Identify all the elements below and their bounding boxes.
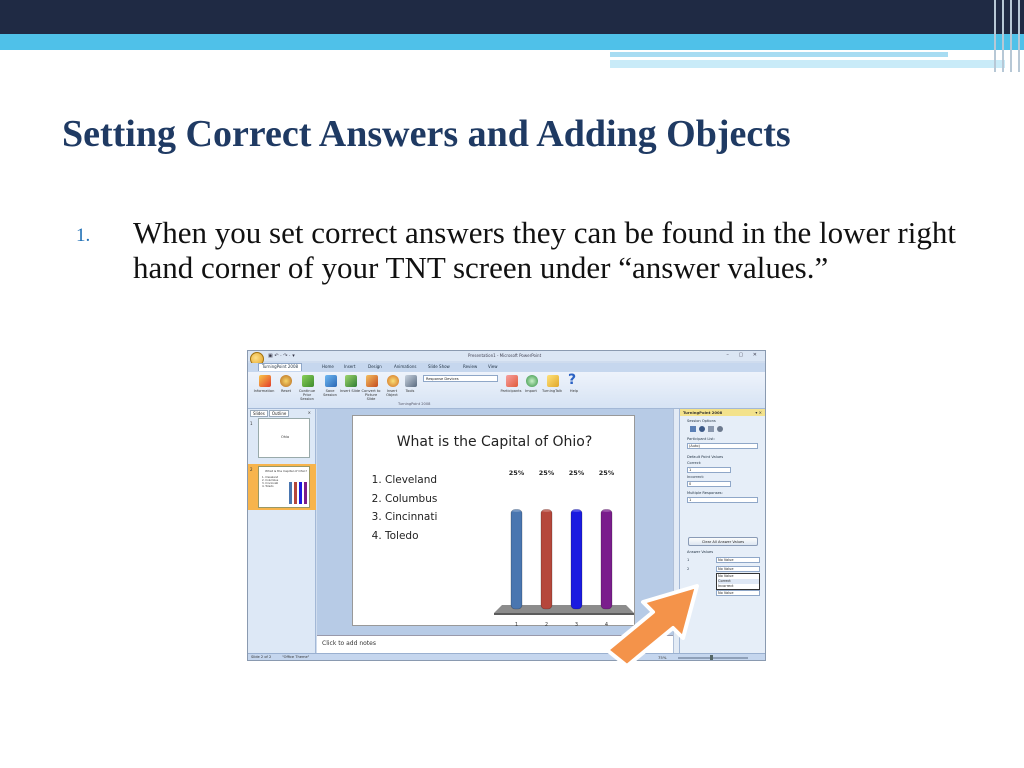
option-incorrect[interactable]: Incorrect — [718, 584, 734, 588]
notes-placeholder: Click to add notes — [322, 640, 376, 647]
bar-top — [511, 509, 522, 512]
task-pane-title: TurningPoint 2008 — [680, 409, 766, 416]
tab-turningpoint[interactable]: TurningPoint 2008 — [258, 363, 302, 371]
slide-title: Setting Correct Answers and Adding Objects — [62, 113, 791, 155]
data-label: 25% — [598, 469, 615, 477]
slides-panel-close-icon[interactable]: × — [307, 410, 311, 415]
data-label: 25% — [568, 469, 585, 477]
answer-value-dropdown[interactable]: No Value — [716, 557, 760, 563]
pie-icon[interactable] — [699, 426, 705, 432]
tab-home[interactable]: Home — [322, 364, 334, 369]
slide-thumbnail-1[interactable] — [258, 418, 310, 458]
participants-icon[interactable] — [506, 375, 518, 387]
correct-points-input[interactable]: 1 — [687, 467, 731, 473]
bullet-number: 1. — [76, 225, 91, 246]
reset-label: Reset — [280, 389, 292, 393]
tools-icon[interactable] — [405, 375, 417, 387]
tab-outline[interactable]: Outline — [269, 410, 289, 417]
continue-session-icon[interactable] — [302, 375, 314, 387]
response-device-select[interactable]: Response Devices — [423, 375, 498, 382]
response-bar-chart — [353, 416, 636, 627]
tab-slides[interactable]: Slides — [250, 410, 268, 417]
import-icon[interactable] — [526, 375, 538, 387]
slide-count: Slide 2 of 2 — [251, 655, 272, 659]
question-title: What is the Capital of Ohio? — [396, 434, 593, 450]
tab-design[interactable]: Design — [368, 364, 382, 369]
settings-icon[interactable] — [708, 426, 714, 432]
option-no-value[interactable]: No Value — [718, 574, 734, 578]
category-tick-label: 3 — [574, 622, 579, 627]
header-band-dark — [0, 0, 1024, 34]
thumbnail-bar — [294, 482, 297, 504]
header-band-light — [0, 34, 1024, 50]
bullet-text: When you set correct answers they can be found in the lower right hand corner of your TNT screen under “answer values.” — [133, 215, 956, 285]
category-tick-label: 2 — [544, 622, 549, 627]
bar-top — [571, 509, 582, 512]
convert-picture-icon[interactable] — [366, 375, 378, 387]
answer-value-dropdown[interactable]: No Value — [716, 590, 760, 596]
insert-object-label: Insert Object — [386, 389, 398, 397]
ribbon-tabs — [248, 363, 765, 372]
answer-item: 2. Columbus — [385, 490, 437, 509]
bar — [511, 509, 522, 609]
answer-value-dropdown[interactable]: No Value — [716, 566, 760, 572]
thumbnail-bar — [299, 482, 302, 504]
slides-panel-tabs — [250, 410, 290, 417]
help-label: Help — [569, 389, 579, 393]
turningtalk-icon[interactable] — [547, 375, 559, 387]
default-point-values-label: Default Point Values — [687, 455, 724, 459]
answer-row-number: 2 — [687, 567, 690, 571]
thumbnail-lines: 1. Cleveland 2. Columbus 3. Cincinnati 4. Toledo — [262, 476, 279, 488]
question-slide[interactable] — [352, 415, 635, 626]
tab-insert[interactable]: Insert — [344, 364, 356, 369]
insert-slide-icon[interactable] — [345, 375, 357, 387]
information-label: Information — [253, 389, 275, 393]
data-label: 25% — [508, 469, 525, 477]
header-edge-lines — [990, 0, 1024, 72]
answer-value-options — [716, 573, 760, 590]
chart-icon[interactable] — [690, 426, 696, 432]
thumbnail-text: Ohio — [281, 435, 290, 439]
participant-list-select[interactable]: (Auto) — [687, 443, 758, 449]
incorrect-points-input[interactable]: 0 — [687, 481, 731, 487]
participant-list-label: Participant List: — [687, 437, 715, 441]
bar — [571, 509, 582, 609]
answer-item: 4. Toledo — [385, 527, 437, 546]
correct-label: Correct: — [687, 461, 702, 465]
option-correct[interactable]: Correct — [718, 579, 759, 584]
answer-values-label: Answer Values — [687, 550, 714, 554]
quick-access-toolbar[interactable]: ▣ ↶ · ↷ · ▾ — [268, 353, 295, 359]
zoom-level: 75% — [658, 655, 667, 660]
gear-icon[interactable] — [717, 426, 723, 432]
window-controls[interactable]: – ▢ ✕ — [726, 352, 761, 358]
bar-top — [541, 509, 552, 512]
window-titlebar — [248, 351, 765, 361]
continue-session-label: Continue Prior Session — [298, 389, 316, 401]
tab-animations[interactable]: Animations — [394, 364, 417, 369]
incorrect-label: Incorrect: — [687, 475, 705, 479]
ribbon — [248, 372, 765, 409]
turningtalk-label: TurningTalk — [541, 389, 563, 393]
bar-top — [601, 509, 612, 512]
participants-label: Participants — [500, 389, 522, 393]
convert-picture-label: Convert to Picture Slide — [361, 389, 381, 401]
multiple-responses-select[interactable]: 1 — [687, 497, 758, 503]
thumbnail-title: What is the Capital of Ohio? — [265, 469, 307, 473]
information-icon[interactable] — [259, 375, 271, 387]
reset-icon[interactable] — [280, 375, 292, 387]
header-stripe-secondary — [610, 60, 1005, 68]
theme-name: "Office Theme" — [282, 655, 310, 659]
insert-object-icon[interactable] — [387, 375, 399, 387]
import-label: Import — [525, 389, 537, 393]
insert-slide-label: Insert Slide — [339, 389, 361, 393]
header-stripe — [610, 52, 948, 57]
save-session-icon[interactable] — [325, 375, 337, 387]
category-tick-label: 1 — [514, 622, 519, 627]
callout-arrow-icon — [595, 572, 715, 672]
tab-slide-show[interactable]: Slide Show — [428, 364, 450, 369]
thumbnail-bar — [289, 482, 292, 504]
session-options-icons — [690, 426, 730, 433]
task-pane-close-icon[interactable]: ▾ × — [755, 410, 762, 415]
clear-answer-values-button[interactable]: Clear All Answer Values — [688, 537, 758, 546]
answer-item: 1. Cleveland — [385, 471, 437, 490]
help-icon[interactable]: ? — [568, 372, 577, 388]
ribbon-group-label: TurningPoint 2008 — [398, 402, 431, 406]
thumbnail-bar — [304, 482, 307, 504]
slide-thumbnail-2-selected[interactable] — [248, 464, 316, 510]
save-session-label: Save Session — [323, 389, 337, 397]
tab-view[interactable]: View — [488, 364, 498, 369]
slides-panel — [248, 409, 316, 653]
bar — [541, 509, 552, 609]
session-options-label: Session Options — [687, 419, 716, 423]
slide-thumbnail-2 — [258, 466, 310, 508]
tab-review[interactable]: Review — [463, 364, 478, 369]
data-label: 25% — [538, 469, 555, 477]
answer-item: 3. Cincinnati — [385, 508, 437, 527]
category-tick-label: 4 — [604, 622, 609, 627]
thumbnail-number: 2 — [250, 467, 253, 472]
tools-label: Tools — [405, 389, 415, 393]
window-title: Presentation1 - Microsoft PowerPoint — [468, 353, 542, 358]
answer-row-number: 1 — [687, 558, 690, 562]
multiple-responses-label: Multiple Responses: — [687, 491, 723, 495]
thumbnail-number: 1 — [250, 421, 253, 426]
